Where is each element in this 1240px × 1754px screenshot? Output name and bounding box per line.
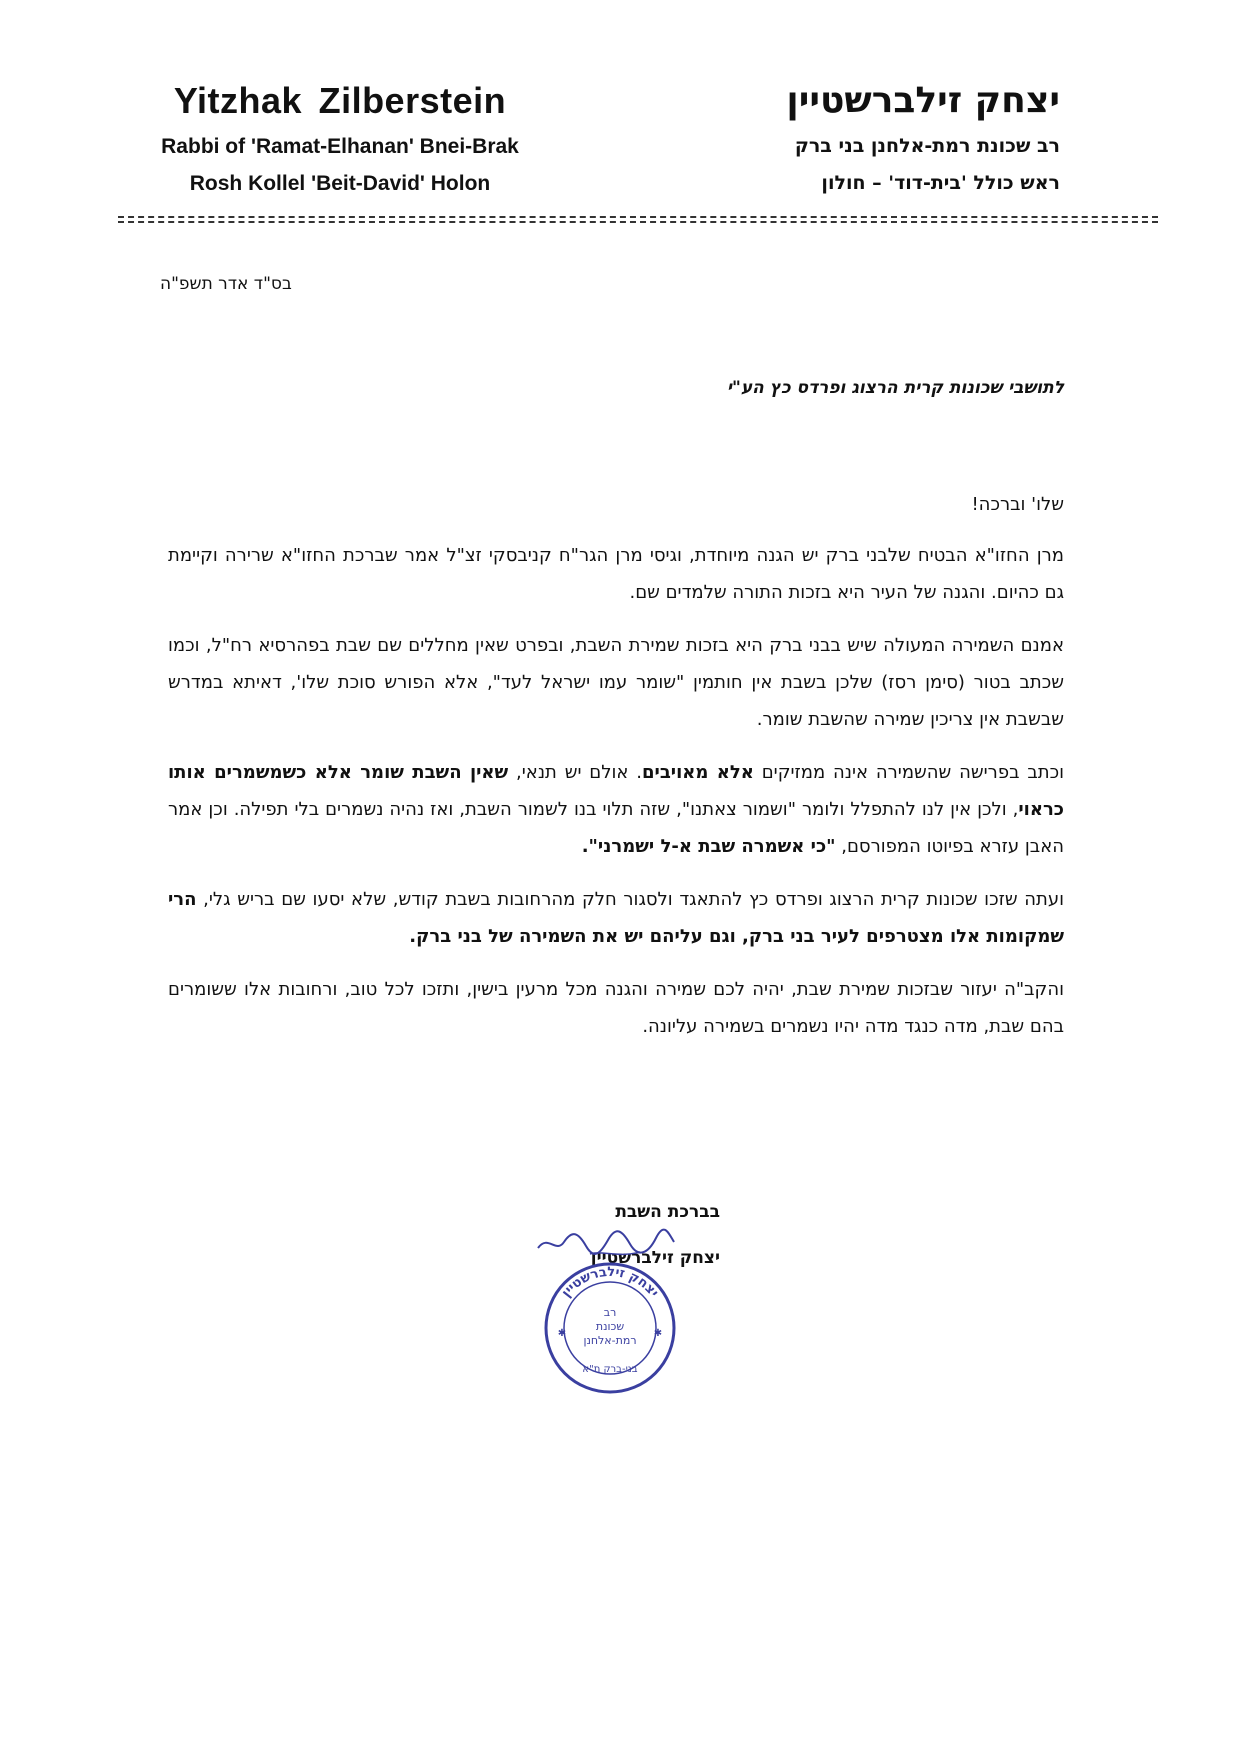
letter-paragraph-4 [168,881,1064,955]
paragraph-4-bold: הרי שמקומות אלו מצטרפים לעיר בני ברק, וגם עליהם יש את השמירה של בני ברק. [168,889,1064,947]
letter-paragraph-5: והקב"ה יעזור שבזכות שמירת שבת, יהיה לכם שמירה והגנה מכל מרעין בישין, ותזכו לכל טוב, ורחובות אלו ששומרים בהם שבת, מדה כנגד מדה יהיו נשמרים בשמירה עליונה. [168,979,1064,1037]
letterhead-divider [118,216,1158,223]
paragraph-4-text: ועתה שזכו שכונות קרית הרצוג ופרדס כץ להתאגד ולסגור חלק מהרחובות בשבת קודש, שלא יסעו שם בריש גלי, [196,889,1064,910]
rabbi-stamp-icon [540,1258,680,1398]
stamp-line-4: בני-ברק ת"א [582,1364,638,1375]
letter-paragraph-2: אמנם השמירה המעולה שיש בבני ברק היא בזכות שמירת השבת, ובפרט שאין מחללים שם שבת בפהרסיא רח"ל, וכמו שכתב בטור (סימן רסז) שלכן בשבת אין חותמין "שומר עמו ישראל לעד", אלא הפורש סוכת שלו', דאיתא במדרש שבשבת אין צריכין שמירה שהשבת שומר. [168,635,1064,730]
paragraph-3-text-b: . אולם יש תנאי, [508,762,642,783]
letterhead-english [140,78,540,202]
stamp-line-1: רב [603,1306,617,1319]
letterhead-hebrew-title: רב שכונת רמת-אלחנן בני ברק [794,135,1060,157]
stamp-star-left-icon: ✱ [557,1328,567,1339]
letter-paragraph-1: מרן החזו"א הבטיח שלבני ברק יש הגנה מיוחדת, וגיסי מרן הגר"ח קניבסקי זצ"ל אמר שברכת החזו"א שרירה וקיימת גם כהיום. והגנה של העיר היא בזכות התורה שלמדים שם. [168,545,1064,603]
paragraph-3-bold-b: שאין השבת שומר אלא כשמשמרים אותו כראוי [168,762,1064,820]
signature-name: יצחק זילברשטיין [590,1248,720,1268]
letterhead-hebrew [640,78,1060,202]
letter-body [168,486,1064,1061]
stamp-line-3: רמת-אלחנן [583,1334,637,1347]
letter-greeting: שלו' וברכה! [971,494,1064,515]
paragraph-3-text-c: , ולכן אין לנו להתפלל ולומר "ושמור צאתנו", שזה תלוי בנו לשמור השבת, ואז נהיה נשמרים בלי תפילה. וכן אמר האבן עזרא בפיוטו המפורסם, [168,799,1064,857]
letterhead-english-title: Rabbi of 'Ramat-Elhanan' Bnei-Brak [161,135,519,158]
letter-addressee: לתושבי שכונות קרית הרצוג ופרדס כץ הע"י [726,378,1064,398]
stamp-outer-text: יצחק זילברשטיין [558,1264,662,1301]
letter-date: בס"ד אדר תשפ"ה [160,274,292,294]
paragraph-3-text-a: וכתב בפרישה שהשמירה אינה ממזיקים [753,762,1064,783]
paragraph-3-bold-a: אלא מאויבים [641,762,754,783]
signature-closing: בברכת השבת [615,1202,720,1222]
letterhead-hebrew-name: יצחק זילברשטיין [786,80,1060,121]
letterhead-english-name: Yitzhak Zilberstein [173,80,507,121]
letter-paragraph-3 [168,754,1064,865]
stamp-line-2: שכונת [595,1320,625,1333]
stamp-star-right-icon: ✱ [653,1328,663,1339]
paragraph-3-bold-c: "כי אשמרה שבת א-ל ישמרני". [581,836,836,857]
letterhead-hebrew-subtitle: ראש כולל 'בית-דוד' – חולון [821,172,1060,194]
letterhead-english-subtitle: Rosh Kollel 'Beit-David' Holon [189,172,491,195]
